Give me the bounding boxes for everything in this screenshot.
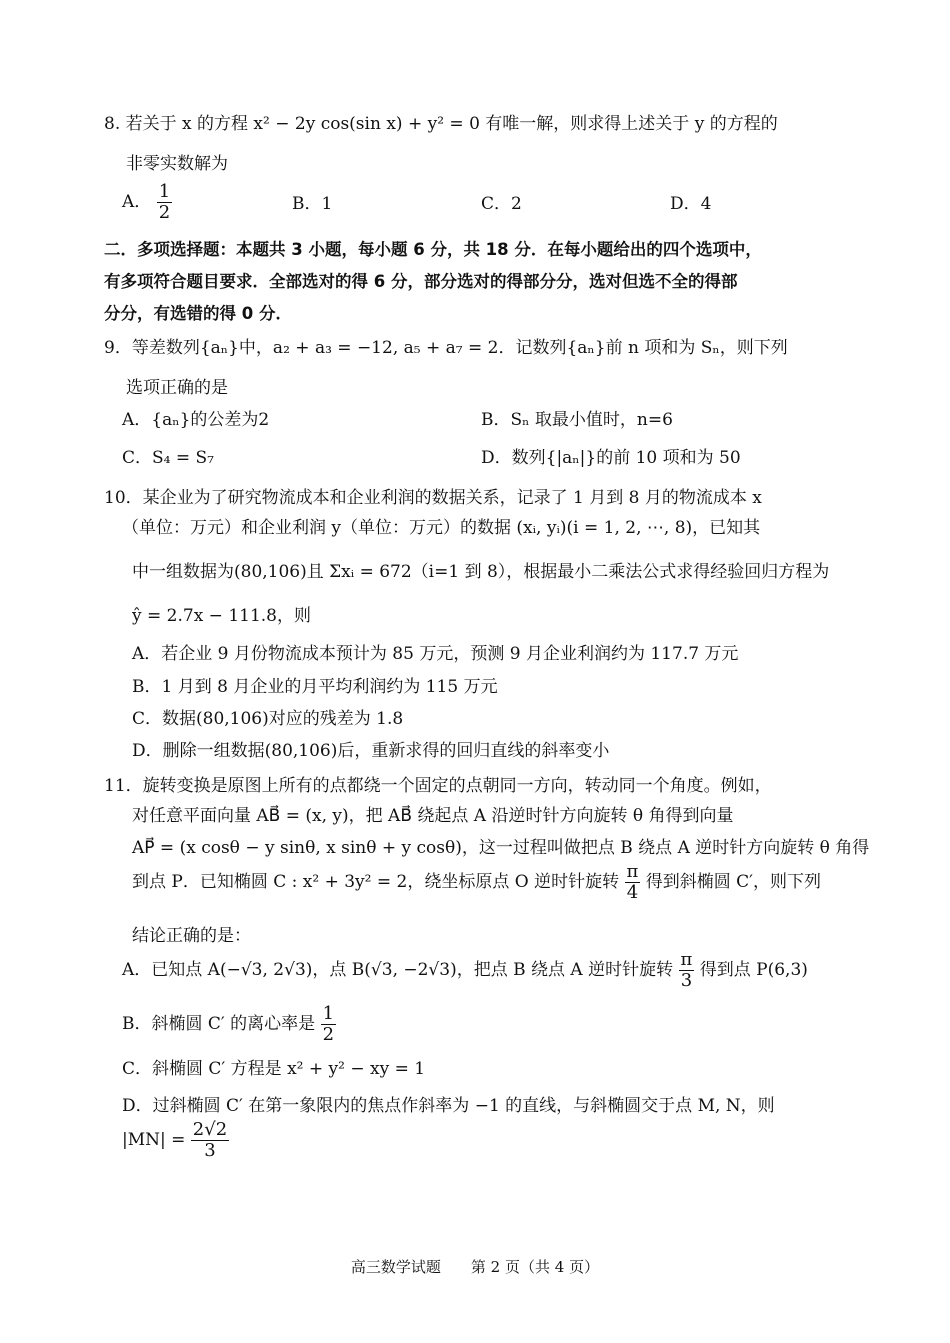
q11-pi-over-4	[625, 862, 641, 903]
q11-option-a-part1: A．已知点 A(−√3, 2√3)，点 B(√3, −2√3)，把点 B 绕点 A 逆时针旋转	[122, 960, 674, 980]
q11-option-a-part2: 得到点 P(6,3)	[699, 960, 808, 980]
q10-option-c: C．数据(80,106)对应的残差为 1.8	[132, 709, 404, 729]
q10-stem-line2: （单位：万元）和企业利润 y（单位：万元）的数据 (xᵢ, yᵢ)(i = 1, 2, ⋯, 8)，已知其	[122, 518, 761, 538]
q9-stem-line2: 选项正确的是	[126, 378, 228, 398]
q11-option-c: C．斜椭圆 C′ 方程是 x² + y² − xy = 1	[122, 1059, 426, 1079]
q9-option-b: B．Sₙ 取最小值时，n=6	[481, 410, 673, 430]
q10-stem-line3: 中一组数据为(80,106)且 Σxᵢ = 672（i=1 到 8），根据最小二乘法公式求得经验回归方程为	[132, 562, 830, 582]
section2-line2: 有多项符合题目要求．全部选对的得 6 分，部分选对的得部分分，选对但选不全的得部	[104, 272, 738, 291]
q11-stem-line3: AP⃗ = (x cosθ − y sinθ, x sinθ + y cosθ)，这一过程叫做把点 B 绕点 A 逆时针方向旋转 θ 角得	[132, 838, 870, 858]
section2-line3: 分分，有选错的得 0 分．	[104, 304, 292, 323]
page-footer: 高三数学试题 第 2 页（共 4 页）	[350, 1258, 600, 1276]
q11-stem-line5: 结论正确的是：	[132, 926, 251, 946]
frac-numerator: 1	[158, 181, 171, 202]
q11-stem-line4-part1: 到点 P．已知椭圆 C : x² + 3y² = 2，绕坐标原点 O 逆时针旋转	[132, 872, 620, 892]
q8-stem-line2: 非零实数解为	[126, 154, 228, 174]
q11-option-b-fraction	[321, 1004, 336, 1045]
q11-stem-line4-part2: 得到斜椭圆 C′，则下列	[645, 872, 822, 892]
q9-option-d: D．数列{|aₙ|}的前 10 项和为 50	[481, 448, 741, 468]
frac-denominator: 4	[626, 882, 639, 903]
q9-stem-line1: 9．等差数列{aₙ}中，a₂ + a₃ = −12, a₅ + a₇ = 2．记数列{aₙ}前 n 项和为 Sₙ，则下列	[104, 338, 788, 358]
q10-stem-line4: ŷ = 2.7x − 111.8，则	[132, 606, 311, 626]
frac-denominator: 2	[322, 1024, 335, 1045]
frac-numerator: π	[680, 949, 693, 970]
frac-denominator: 3	[680, 970, 693, 991]
q11-option-d-line1: D．过斜椭圆 C′ 在第一象限内的焦点作斜率为 −1 的直线，与斜椭圆交于点 M, N，则	[122, 1096, 775, 1116]
q8-option-d: D．4	[670, 194, 712, 214]
section2-line1: 二．多项选择题：本题共 3 小题，每小题 6 分，共 18 分．在每小题给出的四个选项中，	[104, 240, 762, 259]
q11-stem-line2: 对任意平面向量 AB⃗ = (x, y)，把 AB⃗ 绕起点 A 沿逆时针方向旋转 θ 角得到向量	[132, 806, 734, 826]
q9-option-c: C．S₄ = S₇	[122, 448, 214, 468]
q11-option-d-line2	[122, 1120, 229, 1161]
frac-numerator: 2√2	[192, 1119, 228, 1140]
frac-numerator: π	[626, 861, 639, 882]
frac-denominator: 2	[158, 202, 171, 223]
q10-option-d: D．删除一组数据(80,106)后，重新求得的回归直线的斜率变小	[132, 741, 610, 761]
q8-option-b: B．1	[292, 194, 333, 214]
q8-option-a-label: A．	[122, 192, 152, 212]
q11-option-a	[122, 950, 808, 991]
q11-stem-line1: 11．旋转变换是原图上所有的点都绕一个固定的点朝同一方向，转动同一个角度。例如，	[104, 776, 772, 796]
q11-pi-over-3	[679, 950, 695, 991]
q11-option-d-fraction	[191, 1120, 229, 1161]
q8-option-c: C．2	[481, 194, 522, 214]
q9-option-a: A．{aₙ}的公差为2	[122, 410, 270, 430]
q11-stem-line4	[132, 862, 821, 903]
q8-option-a	[122, 182, 172, 223]
q8-option-a-fraction	[157, 182, 172, 223]
q10-stem-line1: 10．某企业为了研究物流成本和企业利润的数据关系，记录了 1 月到 8 月的物流成本 x	[104, 488, 762, 508]
q11-option-b-text: B．斜椭圆 C′ 的离心率是	[122, 1014, 316, 1034]
frac-denominator: 3	[204, 1140, 216, 1161]
frac-numerator: 1	[322, 1003, 335, 1024]
q11-option-b	[122, 1004, 336, 1045]
q10-option-a: A．若企业 9 月份物流成本预计为 85 万元，预测 9 月企业利润约为 117.7 万元	[132, 644, 739, 664]
q10-option-b: B．1 月到 8 月企业的月平均利润约为 115 万元	[132, 677, 498, 697]
q8-stem-line1: 8. 若关于 x 的方程 x² − 2y cos(sin x) + y² = 0 有唯一解，则求得上述关于 y 的方程的	[104, 114, 778, 134]
q11-option-d-mn: |MN| =	[122, 1130, 186, 1150]
